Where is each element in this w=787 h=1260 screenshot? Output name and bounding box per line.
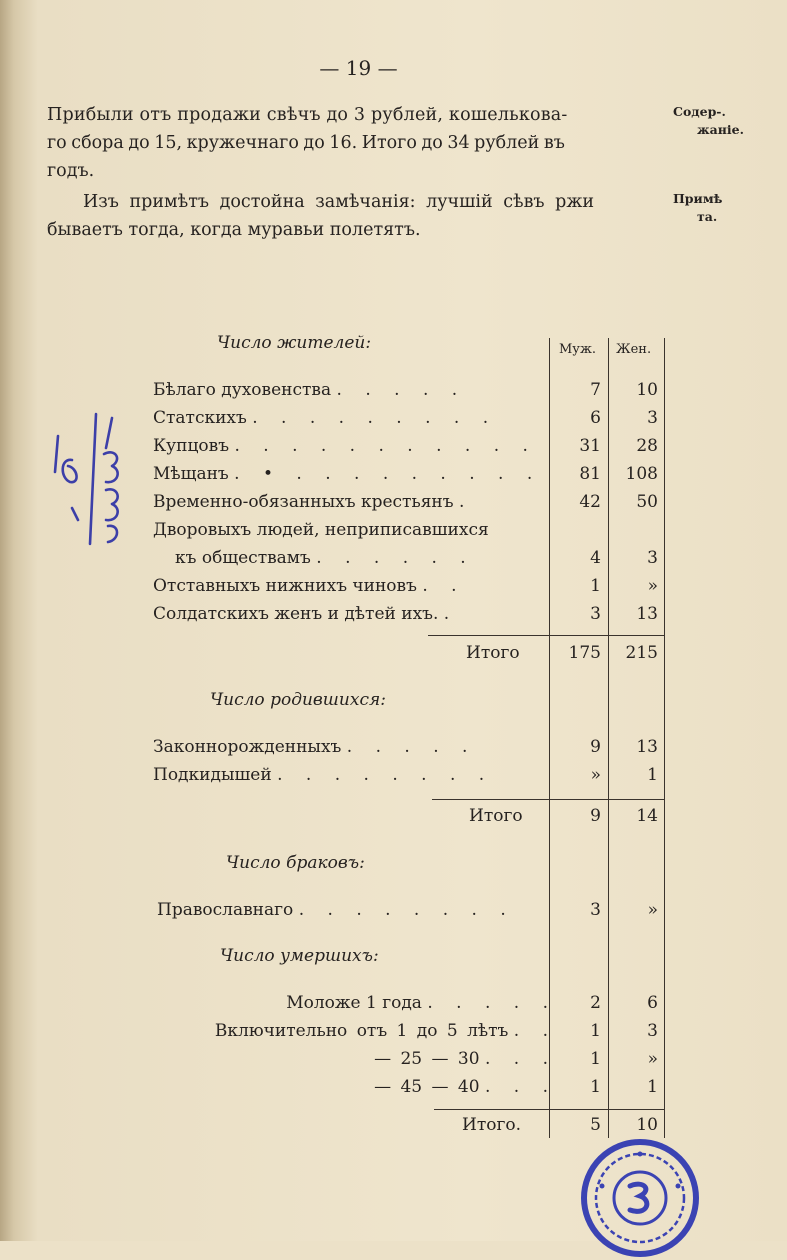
row-dots: . . . . . xyxy=(427,993,557,1013)
row-name: Купцовъ xyxy=(153,436,230,456)
row-name: Подкидышей xyxy=(153,765,272,785)
value-women: » xyxy=(647,576,658,596)
row-name: — 25 — 30 xyxy=(374,1049,480,1069)
row-name: — 45 — 40 xyxy=(374,1077,480,1097)
value-men: 1 xyxy=(590,1049,601,1069)
value-men: 3 xyxy=(590,604,601,624)
row-name: Бѣлаго духовенства xyxy=(153,380,332,400)
column-rule-left xyxy=(549,338,550,1138)
value-men: 1 xyxy=(590,1077,601,1097)
section-title-residents: Число жителей: xyxy=(217,333,372,353)
total-men: 175 xyxy=(568,643,601,663)
total-label: Итого xyxy=(469,806,523,826)
row-name: Статскихъ xyxy=(153,408,247,428)
table-row-label xyxy=(153,464,541,484)
row-dots: . . . . . . . . . xyxy=(252,408,498,428)
value-women: 3 xyxy=(647,548,658,568)
value-women: 3 xyxy=(647,1021,658,1041)
row-dots: . . . . . . . . . . . xyxy=(234,436,537,456)
row-name: Отставныхъ нижнихъ чиновъ xyxy=(153,576,417,596)
row-dots: . . . . . . . . xyxy=(298,900,515,920)
section-title-deaths: Число умершихъ: xyxy=(220,946,379,966)
total-men: 5 xyxy=(590,1115,601,1135)
value-men: 9 xyxy=(590,737,601,757)
value-men: » xyxy=(590,765,601,785)
row-name: Законнорожденныхъ xyxy=(153,737,342,757)
value-men: 7 xyxy=(590,380,601,400)
paragraph-income xyxy=(47,101,672,185)
table-row-label xyxy=(215,1021,557,1041)
total-rule xyxy=(432,799,664,800)
value-women: 10 xyxy=(636,380,658,400)
value-men: 3 xyxy=(590,900,601,920)
table-row-label xyxy=(153,492,473,512)
margin-note-line: Примѣ xyxy=(673,191,723,206)
row-dots: . . . . . xyxy=(346,737,477,757)
total-label: Итого. xyxy=(462,1115,522,1135)
value-men: 1 xyxy=(590,1021,601,1041)
margin-note-omens xyxy=(673,190,722,226)
row-name: Моложе 1 года xyxy=(286,993,422,1013)
value-women: 13 xyxy=(636,604,658,624)
table-row-label xyxy=(374,1049,557,1069)
row-dots: . . xyxy=(513,1021,557,1041)
value-women: 1 xyxy=(647,765,658,785)
row-dots: . . . . . . xyxy=(316,548,475,568)
total-men: 9 xyxy=(590,806,601,826)
total-women: 215 xyxy=(625,643,658,663)
value-women: 1 xyxy=(647,1077,658,1097)
value-men: 31 xyxy=(579,436,601,456)
table-row-label xyxy=(153,576,466,596)
row-name: къ обществамъ xyxy=(175,548,311,568)
row-dots: . . . xyxy=(484,1049,557,1069)
row-dots: . . . . . xyxy=(336,380,467,400)
row-name: Дворовыхъ людей, неприписавшихся xyxy=(153,520,489,540)
total-women: 14 xyxy=(636,806,658,826)
table-row-label xyxy=(153,737,476,757)
total-label: Итого xyxy=(466,643,520,663)
row-dots: . . . xyxy=(484,1077,557,1097)
total-women: 10 xyxy=(636,1115,658,1135)
row-dots: . • . . . . . . . . . xyxy=(234,464,542,484)
column-header-men: Муж. xyxy=(559,342,597,357)
value-men: 42 xyxy=(579,492,601,512)
value-men: 81 xyxy=(579,464,601,484)
paragraph-line: Изъ примѣтъ достойна замѣчанія: лучшій сѣвъ ржи xyxy=(83,192,595,212)
table-row-label xyxy=(374,1077,557,1097)
table-row-label xyxy=(286,993,557,1013)
value-women: » xyxy=(647,900,658,920)
total-rule xyxy=(428,635,664,636)
total-rule xyxy=(434,1109,664,1110)
value-women: 50 xyxy=(636,492,658,512)
value-men: 2 xyxy=(590,993,601,1013)
row-dots: . . xyxy=(422,576,466,596)
section-title-marriages: Число браковъ: xyxy=(226,853,365,873)
paragraph-omens xyxy=(47,188,672,244)
column-rule-right xyxy=(664,338,665,1138)
value-women: 28 xyxy=(636,436,658,456)
value-women: 3 xyxy=(647,408,658,428)
library-stamp xyxy=(578,1136,702,1260)
row-name: Временно-обязанныхъ крестьянъ xyxy=(153,492,454,512)
table-row-label xyxy=(153,436,537,456)
value-men: 6 xyxy=(590,408,601,428)
row-dots: . . . . . . . . xyxy=(277,765,494,785)
page-number: — 19 — xyxy=(319,56,398,80)
row-dots: . xyxy=(443,604,459,624)
margin-note-contents xyxy=(673,103,744,139)
margin-note-line: Содер-. xyxy=(673,104,726,119)
paragraph-line: годъ. xyxy=(47,161,95,181)
value-men: 1 xyxy=(590,576,601,596)
paragraph-line: бываетъ тогда, когда муравьи полетятъ. xyxy=(47,220,421,240)
table-row-label xyxy=(153,380,466,400)
margin-note-line: жаніе. xyxy=(697,122,744,137)
table-row-label xyxy=(157,900,515,920)
value-women: 6 xyxy=(647,993,658,1013)
column-header-women: Жен. xyxy=(616,342,652,357)
table-row-label xyxy=(153,408,497,428)
section-title-births: Число родившихся: xyxy=(210,690,386,710)
value-men: 4 xyxy=(590,548,601,568)
column-rule-middle xyxy=(608,338,609,1138)
table-row-label xyxy=(153,765,493,785)
paragraph-line: Прибыли отъ продажи свѣчъ до 3 рублей, кошелькова- xyxy=(47,105,568,125)
row-name: Мѣщанъ xyxy=(153,464,229,484)
row-name: Православнаго xyxy=(157,900,294,920)
margin-note-line: та. xyxy=(697,209,718,224)
table-row-label xyxy=(153,520,489,540)
table-row-label xyxy=(175,548,475,568)
value-women: 13 xyxy=(636,737,658,757)
handwritten-inventory-number xyxy=(50,408,128,548)
value-women: » xyxy=(647,1049,658,1069)
value-women: 108 xyxy=(625,464,658,484)
row-name: Солдатскихъ женъ и дѣтей ихъ. xyxy=(153,604,439,624)
row-name: Включительно отъ 1 до 5 лѣтъ xyxy=(214,1021,509,1041)
paragraph-line: го сбора до 15, кружечнаго до 16. Итого до 34 рублей въ xyxy=(47,133,565,153)
table-row-label xyxy=(153,604,458,624)
row-dots: . xyxy=(459,492,474,512)
